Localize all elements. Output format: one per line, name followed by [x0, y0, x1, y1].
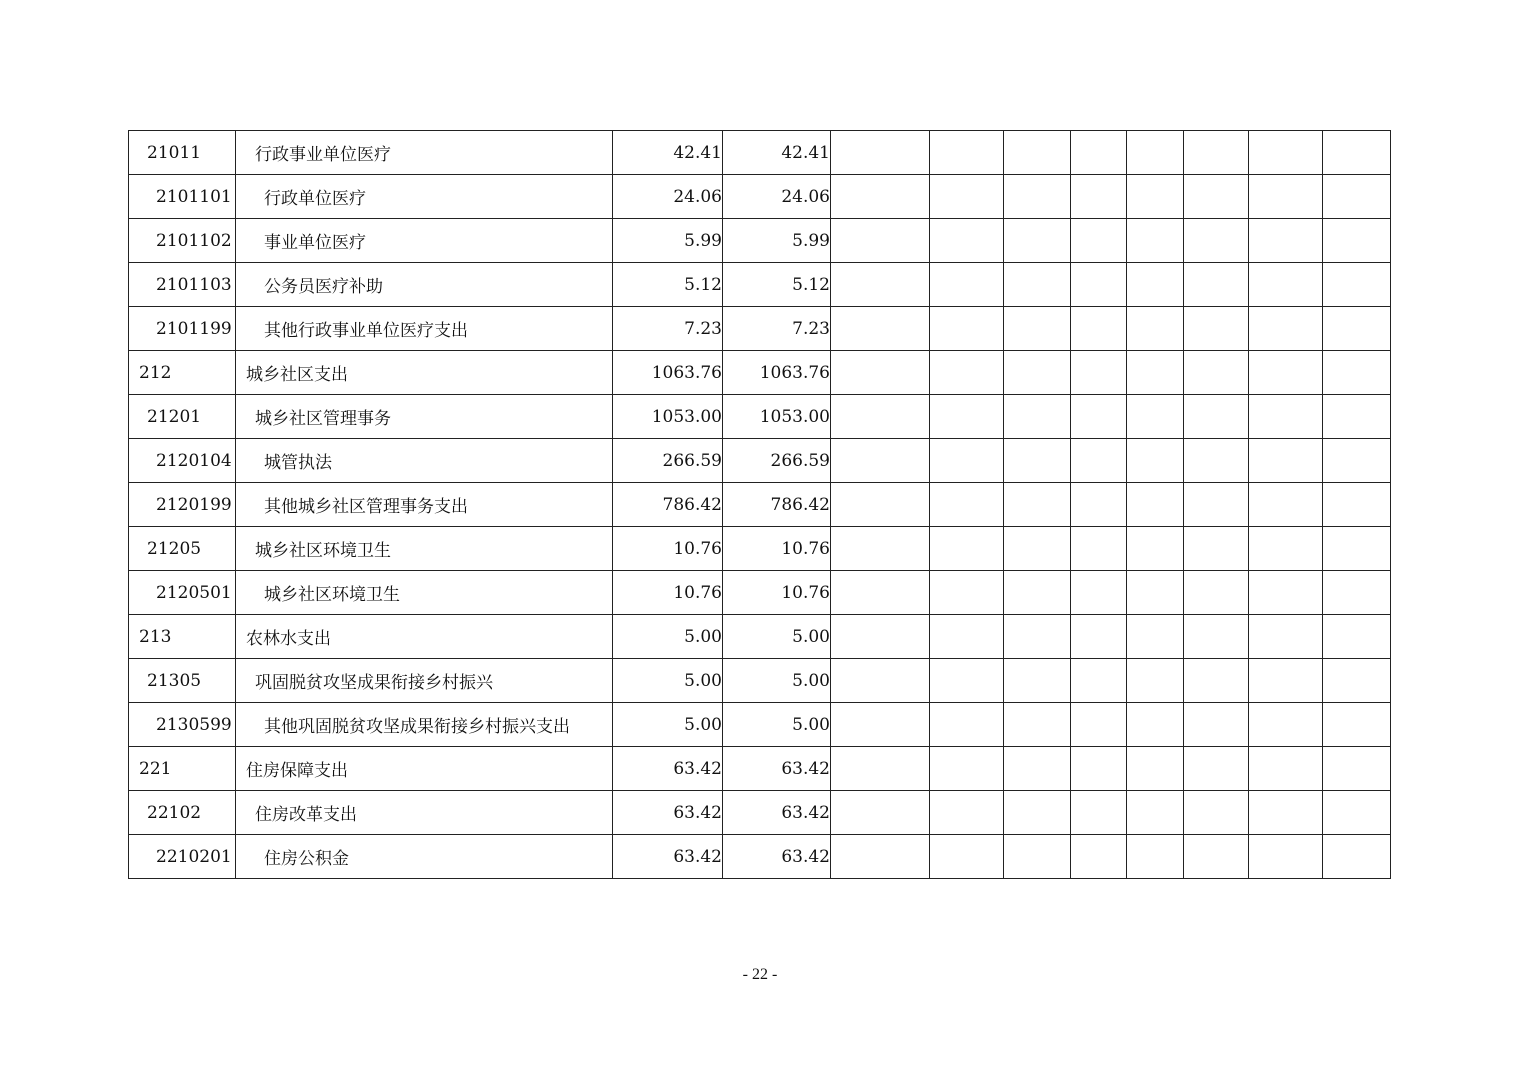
- table-row: [129, 439, 1391, 483]
- subject-code: 2130599: [129, 703, 236, 747]
- empty-cell: [1249, 615, 1323, 659]
- empty-cell: [930, 615, 1004, 659]
- empty-cell: [1004, 131, 1071, 175]
- empty-cell: [1004, 219, 1071, 263]
- empty-cell: [1071, 835, 1127, 879]
- subject-code: 21011: [129, 131, 236, 175]
- empty-cell: [1184, 131, 1249, 175]
- empty-cell: [1249, 351, 1323, 395]
- empty-cell: [1184, 527, 1249, 571]
- empty-cell: [1323, 131, 1391, 175]
- empty-cell: [1249, 395, 1323, 439]
- empty-cell: [1004, 835, 1071, 879]
- empty-cell: [1071, 659, 1127, 703]
- empty-cell: [1323, 527, 1391, 571]
- empty-cell: [1184, 703, 1249, 747]
- empty-cell: [1127, 483, 1184, 527]
- basic-expense-amount: 266.59: [723, 439, 831, 483]
- page-number: - 22 -: [742, 966, 778, 983]
- empty-cell: [1323, 835, 1391, 879]
- empty-cell: [1071, 263, 1127, 307]
- empty-cell: [1323, 351, 1391, 395]
- empty-cell: [1127, 307, 1184, 351]
- empty-cell: [1071, 747, 1127, 791]
- basic-expense-amount: 786.42: [723, 483, 831, 527]
- empty-cell: [1249, 219, 1323, 263]
- empty-cell: [1004, 263, 1071, 307]
- empty-cell: [1004, 439, 1071, 483]
- empty-cell: [831, 615, 930, 659]
- empty-cell: [1004, 307, 1071, 351]
- empty-cell: [1323, 483, 1391, 527]
- basic-expense-amount: 63.42: [723, 835, 831, 879]
- empty-cell: [831, 307, 930, 351]
- empty-cell: [1249, 439, 1323, 483]
- empty-cell: [1323, 395, 1391, 439]
- subject-code: 2210201: [129, 835, 236, 879]
- empty-cell: [930, 835, 1004, 879]
- empty-cell: [1184, 439, 1249, 483]
- empty-cell: [1249, 263, 1323, 307]
- subject-name: 农林水支出: [236, 615, 613, 659]
- empty-cell: [1071, 703, 1127, 747]
- total-amount: 5.00: [613, 659, 723, 703]
- subject-name: 住房保障支出: [236, 747, 613, 791]
- basic-expense-amount: 5.00: [723, 703, 831, 747]
- empty-cell: [930, 791, 1004, 835]
- subject-code: 2120501: [129, 571, 236, 615]
- empty-cell: [1249, 659, 1323, 703]
- total-amount: 1063.76: [613, 351, 723, 395]
- empty-cell: [930, 571, 1004, 615]
- subject-code: 21205: [129, 527, 236, 571]
- subject-code: 212: [129, 351, 236, 395]
- empty-cell: [1323, 219, 1391, 263]
- table-row: [129, 175, 1391, 219]
- subject-name: 城乡社区管理事务: [236, 395, 613, 439]
- empty-cell: [930, 395, 1004, 439]
- basic-expense-amount: 63.42: [723, 747, 831, 791]
- empty-cell: [831, 439, 930, 483]
- empty-cell: [1127, 615, 1184, 659]
- subject-name: 行政单位医疗: [236, 175, 613, 219]
- empty-cell: [1071, 791, 1127, 835]
- basic-expense-amount: 63.42: [723, 791, 831, 835]
- empty-cell: [1004, 615, 1071, 659]
- empty-cell: [1071, 615, 1127, 659]
- empty-cell: [831, 351, 930, 395]
- empty-cell: [1127, 527, 1184, 571]
- empty-cell: [930, 263, 1004, 307]
- basic-expense-amount: 7.23: [723, 307, 831, 351]
- empty-cell: [930, 439, 1004, 483]
- empty-cell: [1249, 571, 1323, 615]
- table-row: [129, 703, 1391, 747]
- empty-cell: [1127, 395, 1184, 439]
- total-amount: 24.06: [613, 175, 723, 219]
- basic-expense-amount: 42.41: [723, 131, 831, 175]
- subject-name: 其他城乡社区管理事务支出: [236, 483, 613, 527]
- empty-cell: [930, 219, 1004, 263]
- empty-cell: [1071, 307, 1127, 351]
- total-amount: 266.59: [613, 439, 723, 483]
- empty-cell: [831, 835, 930, 879]
- subject-code: 22102: [129, 791, 236, 835]
- empty-cell: [1071, 351, 1127, 395]
- empty-cell: [1127, 351, 1184, 395]
- empty-cell: [1004, 395, 1071, 439]
- empty-cell: [1071, 439, 1127, 483]
- basic-expense-amount: 5.99: [723, 219, 831, 263]
- empty-cell: [1184, 835, 1249, 879]
- table-row: [129, 219, 1391, 263]
- empty-cell: [930, 527, 1004, 571]
- empty-cell: [1004, 703, 1071, 747]
- empty-cell: [1127, 703, 1184, 747]
- basic-expense-amount: 1063.76: [723, 351, 831, 395]
- empty-cell: [1127, 791, 1184, 835]
- subject-code: 2101103: [129, 263, 236, 307]
- table-row: [129, 263, 1391, 307]
- empty-cell: [930, 307, 1004, 351]
- table-row: [129, 395, 1391, 439]
- empty-cell: [1071, 175, 1127, 219]
- subject-name: 城管执法: [236, 439, 613, 483]
- empty-cell: [1184, 615, 1249, 659]
- empty-cell: [1184, 791, 1249, 835]
- empty-cell: [1127, 747, 1184, 791]
- empty-cell: [831, 395, 930, 439]
- basic-expense-amount: 1053.00: [723, 395, 831, 439]
- table-row: [129, 571, 1391, 615]
- empty-cell: [1323, 263, 1391, 307]
- empty-cell: [1071, 527, 1127, 571]
- subject-name: 住房公积金: [236, 835, 613, 879]
- empty-cell: [831, 659, 930, 703]
- empty-cell: [1004, 351, 1071, 395]
- empty-cell: [1184, 659, 1249, 703]
- total-amount: 5.00: [613, 703, 723, 747]
- empty-cell: [1323, 571, 1391, 615]
- empty-cell: [1323, 615, 1391, 659]
- table-row: [129, 483, 1391, 527]
- total-amount: 10.76: [613, 527, 723, 571]
- empty-cell: [1071, 395, 1127, 439]
- empty-cell: [1184, 307, 1249, 351]
- table-row: [129, 659, 1391, 703]
- empty-cell: [831, 263, 930, 307]
- empty-cell: [1323, 747, 1391, 791]
- basic-expense-amount: 5.00: [723, 659, 831, 703]
- basic-expense-amount: 10.76: [723, 527, 831, 571]
- empty-cell: [1323, 703, 1391, 747]
- total-amount: 63.42: [613, 835, 723, 879]
- subject-name: 事业单位医疗: [236, 219, 613, 263]
- empty-cell: [1004, 659, 1071, 703]
- empty-cell: [1071, 571, 1127, 615]
- subject-name: 行政事业单位医疗: [236, 131, 613, 175]
- empty-cell: [1004, 747, 1071, 791]
- empty-cell: [831, 791, 930, 835]
- empty-cell: [1127, 131, 1184, 175]
- empty-cell: [1184, 571, 1249, 615]
- total-amount: 63.42: [613, 791, 723, 835]
- empty-cell: [930, 175, 1004, 219]
- subject-code: 2120199: [129, 483, 236, 527]
- empty-cell: [1184, 175, 1249, 219]
- table-row: [129, 835, 1391, 879]
- subject-code: 2120104: [129, 439, 236, 483]
- empty-cell: [1127, 175, 1184, 219]
- empty-cell: [831, 747, 930, 791]
- empty-cell: [1249, 791, 1323, 835]
- basic-expense-amount: 24.06: [723, 175, 831, 219]
- empty-cell: [930, 703, 1004, 747]
- empty-cell: [1127, 571, 1184, 615]
- empty-cell: [1127, 835, 1184, 879]
- empty-cell: [930, 659, 1004, 703]
- empty-cell: [1323, 307, 1391, 351]
- empty-cell: [1071, 483, 1127, 527]
- empty-cell: [1249, 835, 1323, 879]
- empty-cell: [1184, 219, 1249, 263]
- empty-cell: [1071, 219, 1127, 263]
- empty-cell: [1184, 263, 1249, 307]
- table-row: [129, 307, 1391, 351]
- empty-cell: [1249, 175, 1323, 219]
- empty-cell: [1249, 131, 1323, 175]
- total-amount: 5.99: [613, 219, 723, 263]
- empty-cell: [1184, 395, 1249, 439]
- basic-expense-amount: 10.76: [723, 571, 831, 615]
- empty-cell: [831, 571, 930, 615]
- empty-cell: [831, 131, 930, 175]
- total-amount: 5.00: [613, 615, 723, 659]
- subject-code: 2101102: [129, 219, 236, 263]
- empty-cell: [1127, 219, 1184, 263]
- empty-cell: [831, 527, 930, 571]
- empty-cell: [1004, 175, 1071, 219]
- empty-cell: [930, 483, 1004, 527]
- empty-cell: [1249, 703, 1323, 747]
- empty-cell: [1184, 747, 1249, 791]
- empty-cell: [1323, 659, 1391, 703]
- subject-code: 21201: [129, 395, 236, 439]
- empty-cell: [1127, 659, 1184, 703]
- empty-cell: [1184, 351, 1249, 395]
- empty-cell: [1249, 747, 1323, 791]
- subject-code: 2101199: [129, 307, 236, 351]
- total-amount: 10.76: [613, 571, 723, 615]
- empty-cell: [1249, 307, 1323, 351]
- empty-cell: [1004, 791, 1071, 835]
- empty-cell: [831, 483, 930, 527]
- basic-expense-amount: 5.12: [723, 263, 831, 307]
- empty-cell: [1323, 175, 1391, 219]
- subject-name: 住房改革支出: [236, 791, 613, 835]
- empty-cell: [1323, 439, 1391, 483]
- empty-cell: [930, 131, 1004, 175]
- empty-cell: [1127, 439, 1184, 483]
- empty-cell: [1004, 483, 1071, 527]
- empty-cell: [1004, 527, 1071, 571]
- budget-table: [128, 130, 1391, 879]
- subject-name: 公务员医疗补助: [236, 263, 613, 307]
- subject-name: 城乡社区环境卫生: [236, 527, 613, 571]
- subject-code: 2101101: [129, 175, 236, 219]
- total-amount: 786.42: [613, 483, 723, 527]
- table-row: [129, 351, 1391, 395]
- table-row: [129, 615, 1391, 659]
- table-row: [129, 527, 1391, 571]
- total-amount: 63.42: [613, 747, 723, 791]
- empty-cell: [1184, 483, 1249, 527]
- subject-code: 21305: [129, 659, 236, 703]
- total-amount: 1053.00: [613, 395, 723, 439]
- total-amount: 42.41: [613, 131, 723, 175]
- subject-code: 221: [129, 747, 236, 791]
- empty-cell: [1004, 571, 1071, 615]
- subject-name: 其他行政事业单位医疗支出: [236, 307, 613, 351]
- empty-cell: [1127, 263, 1184, 307]
- empty-cell: [831, 175, 930, 219]
- subject-name: 其他巩固脱贫攻坚成果衔接乡村振兴支出: [236, 703, 613, 747]
- empty-cell: [930, 351, 1004, 395]
- basic-expense-amount: 5.00: [723, 615, 831, 659]
- subject-name: 巩固脱贫攻坚成果衔接乡村振兴: [236, 659, 613, 703]
- empty-cell: [930, 747, 1004, 791]
- empty-cell: [1249, 527, 1323, 571]
- empty-cell: [1323, 791, 1391, 835]
- total-amount: 5.12: [613, 263, 723, 307]
- table-row: [129, 791, 1391, 835]
- table-row: [129, 131, 1391, 175]
- empty-cell: [831, 703, 930, 747]
- table-row: [129, 747, 1391, 791]
- empty-cell: [1249, 483, 1323, 527]
- empty-cell: [1071, 131, 1127, 175]
- subject-code: 213: [129, 615, 236, 659]
- total-amount: 7.23: [613, 307, 723, 351]
- subject-name: 城乡社区环境卫生: [236, 571, 613, 615]
- subject-name: 城乡社区支出: [236, 351, 613, 395]
- empty-cell: [831, 219, 930, 263]
